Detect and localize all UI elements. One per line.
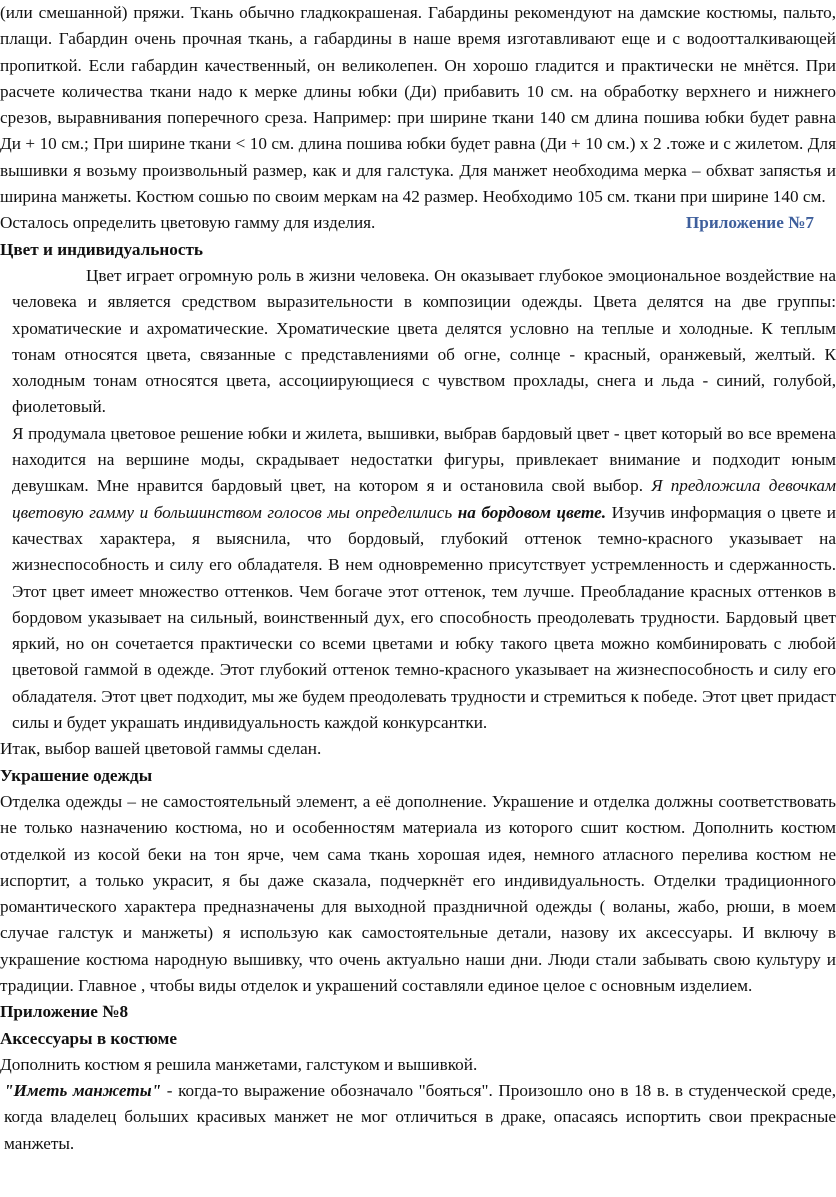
- burgundy-text-1: Я продумала цветовое решение юбки и жилета, вышивки, выбрав бардовый цвет - цвет который во все времена находится на вершине моды, скрадывает недостатки фигуры, привлекает внимание и подходит юным девушкам. Мне нравится бардовый цвет, на котором я и остановила свой выбор.: [12, 423, 836, 496]
- paragraph-color-summary: Итак, выбор вашей цветовой гаммы сделан.: [0, 739, 322, 759]
- paragraph-fabric: (или смешанной) пряжи. Ткань обычно гладкокрашеная. Габардины рекомендуют на дамские костюмы, пальто, плащи. Габардин очень прочная ткань, а габардины в наше время изготавливают еще и с водоотталкивающей пропиткой. Если габардин качественный, он великолепен. Он хорошо гладится и практически не мнётся. При расчете количества ткани надо к мерке длины юбки (Ди) прибавить 10 см. на обработку верхнего и нижнего срезов, выравнивания поперечного среза. Например: при ширине ткани 140 см длина пошива юбки будет равна Ди + 10 см.; При ширине ткани < 10 см. длина пошива юбки будет равна (Ди + 10 см.) х 2 .тоже и с жилетом. Для вышивки я возьму произвольный размер, как и для галстука. Для манжет необходима мерка – обхват запястья и ширина манжеты. Костюм сошью по своим меркам на 42 размер. Необходимо 105 см. ткани при ширине 140 см.: [0, 3, 836, 207]
- paragraph-accessories-intro: Дополнить костюм я решила манжетами, галстуком и вышивкой.: [0, 1054, 478, 1074]
- heading-clothing-decoration: Украшение одежды: [0, 765, 153, 785]
- paragraph-cuffs: [0, 1078, 836, 1157]
- paragraph-decoration: Отделка одежды – не самостоятельный элемент, а её дополнение. Украшение и отделка должны соответствовать не только назначению костюма, но и особенностям материала из которого сшит костюм. Дополнить костюм отделкой из косой беки на тон ярче, чем сама ткань хорошая идея, немного атласного перелива костюм не испортит, а только украсит, я бы даже сказала, подчеркнёт его индивидуальность. Отделки традиционного романтического характера предназначены для выходной праздничной одежды ( воланы, жабо, рюши, в моем случае галстук и манжеты) я использую как самостоятельные детали, назову их аксессуары. И включу в украшение костюма народную вышивку, что очень актуально наши дни. Люди стали забывать свою культуру и традиции. Главное , чтобы виды отделок и украшений составляли единое целое с основным изделием.: [0, 791, 836, 995]
- paragraph-color-intro: [0, 210, 836, 236]
- paragraph-burgundy-choice: [0, 421, 836, 737]
- paragraph-color-role: Цвет играет огромную роль в жизни человека. Он оказывает глубокое эмоциональное воздействие на человека и является средством выразительности в композиции одежды. Цвета делятся на две группы: хроматические и ахроматические. Хроматические цвета делятся условно на теплые и холодные. К теплым тонам относятся цвета, связанные с представлениями об огне, солнце - красный, оранжевый, желтый. К холодным тонам относятся цвета, ассоциирующиеся с чувством прохлады, снега и льда - синий, голубой, фиолетовый.: [12, 265, 836, 417]
- burgundy-text-italic: Я предложила девочкам цветовую гамму и большинством голосов мы определились: [12, 476, 836, 522]
- cuffs-phrase: "Иметь манжеты": [4, 1081, 162, 1101]
- heading-color-individuality: Цвет и индивидуальность: [0, 239, 204, 259]
- cuffs-text: - когда-то выражение обозначало "бояться". Произошло оно в 18 в. в студенческой среде, когда владелец больших красивых манжет не мог отличиться в драке, опасаясь испортить свои прекрасные манжеты.: [4, 1081, 836, 1153]
- color-intro-text: Осталось определить цветовую гамму для изделия.: [0, 213, 376, 233]
- heading-accessories: Аксессуары в костюме: [0, 1028, 177, 1048]
- burgundy-text-bold-italic: на бордовом цвете.: [457, 502, 607, 522]
- appendix-8-label: Приложение №8: [0, 1002, 129, 1022]
- burgundy-text-2: Изучив информация о цвете и качествах характера, я выяснила, что бордовый, глубокий оттенок темно-красного указывает на жизнеспособность и силу его обладателя. В нем одновременно присутствует устремленность и сдержанность. Этот цвет имеет множество оттенков. Чем богаче этот оттенок, тем лучше. Преобладание красных оттенков в бордовом указывает на сильный, воинственный дух, его способность преодолевать трудности. Бардовый цвет яркий, но он сочетается практически со всеми цветами и юбку такого цвета можно комбинировать с любой цветовой гаммой в одежде. Этот глубокий оттенок темно-красного указывает на жизнеспособность и силу его обладателя. Этот цвет подходит, мы же будем преодолевать трудности и стремиться к победе. Этот цвет придаст силы и будет украшать индивидуальность каждой конкурсантки.: [12, 502, 836, 733]
- appendix-7-label: Приложение №7: [685, 213, 814, 233]
